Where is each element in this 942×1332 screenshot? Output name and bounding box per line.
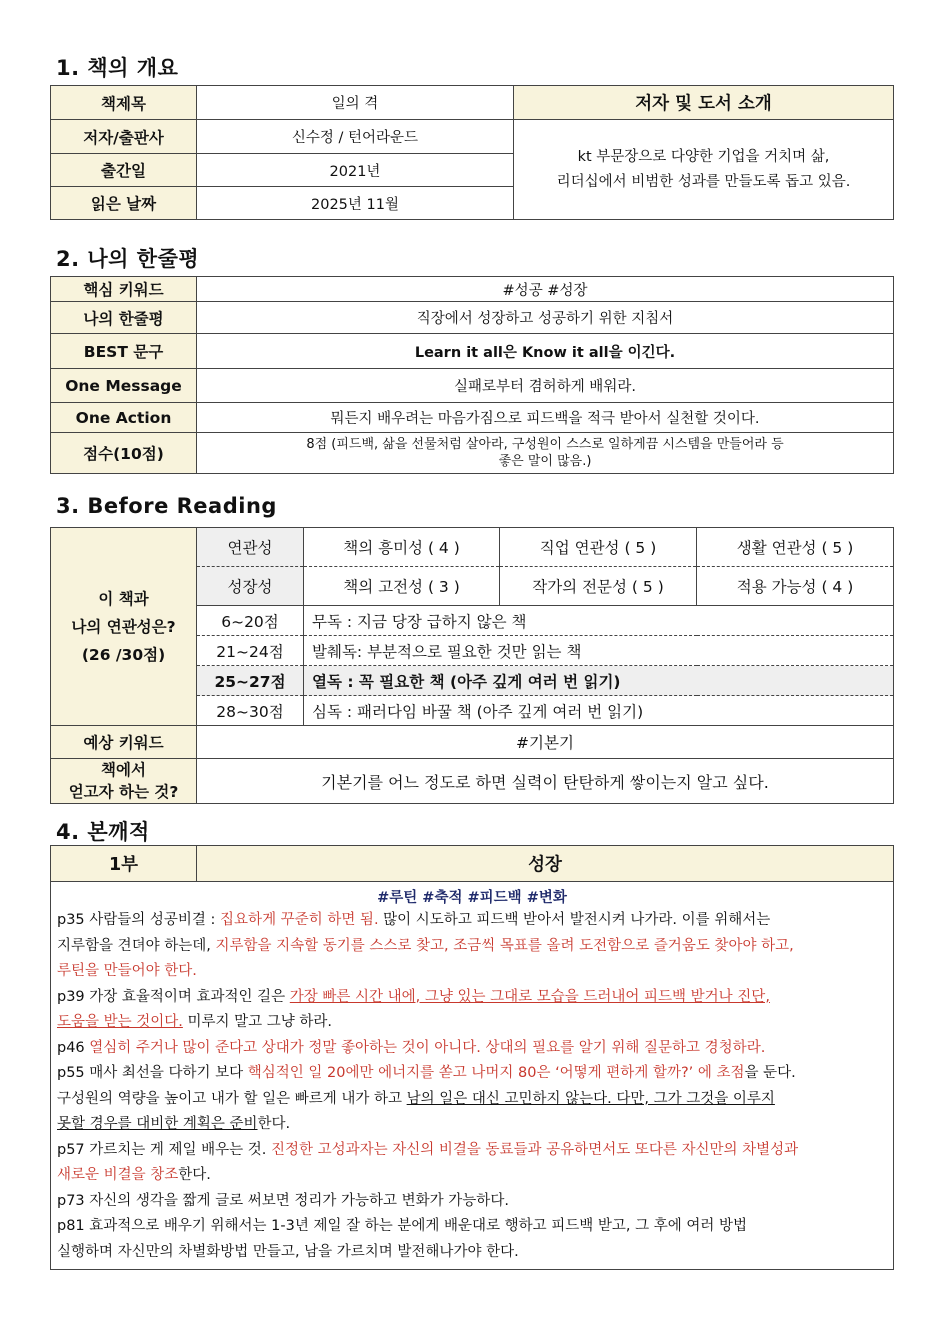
note-highlight: 진정한 고성과자는 자신의 비결을 동료들과 공유하면서도 또다른 자신만의 차별성과	[271, 1141, 799, 1158]
level-desc: 심독 : 패러다임 바꿀 책 (아주 깊게 여러 번 읽기)	[304, 696, 894, 726]
note-text: p39 가장 효율적이며 효과적인 길은	[57, 988, 290, 1005]
overview-table	[50, 85, 894, 220]
note-text: 한다.	[178, 1167, 211, 1183]
relevance-label: 연관성	[197, 528, 304, 567]
note-text: 한다.	[257, 1116, 291, 1132]
notes-tags: #루틴 #축적 #피드백 #변화	[377, 890, 567, 906]
intro-line-2: 리더십에서 비범한 성과를 만들도록 돕고 있음.	[556, 173, 851, 190]
title-label: 책제목	[51, 86, 197, 120]
note-text: p35 사람들의 성공비결 :	[57, 912, 221, 928]
note-text: 을 둔다.	[744, 1065, 796, 1081]
note-p46	[57, 1036, 887, 1062]
growth-label: 성장성	[197, 567, 304, 606]
note-highlight: 새로운 비결을 창조	[57, 1167, 179, 1183]
note-text: 많이 시도하고 피드백 받아서 발전시켜 나가라. 이를 위해서는	[378, 912, 771, 928]
note-highlight: 가장 빠른 시간 내에, 그냥 있는 그대로 모습을 드러내어 피드백 받거나 진단,	[289, 988, 770, 1005]
part-title: 성장	[197, 846, 894, 882]
best-label: BEST 문구	[51, 334, 197, 369]
relevance-question	[51, 528, 197, 726]
author-value: 신수정 / 턴어라운드	[197, 120, 514, 154]
gain-label-line-2: 얻고자 하는 것?	[68, 783, 179, 801]
date-label: 출간일	[51, 154, 197, 187]
notes-table	[50, 845, 894, 1270]
best-value: Learn it all은 Know it all을 이긴다.	[197, 334, 894, 369]
note-highlight: 루틴을 만들어야 한다.	[57, 963, 197, 979]
relevance-q-line-3: (26 /30점)	[81, 645, 166, 664]
note-p73: p73 자신의 생각을 짧게 글로 써보면 정리가 가능하고 변화가 가능하다.	[57, 1192, 509, 1209]
expert-score: 작가의 전문성 ( 5 )	[500, 567, 697, 606]
level-range-selected: 25~27점	[197, 666, 304, 696]
gain-label-line-1: 책에서	[101, 761, 146, 779]
message-label: One Message	[51, 369, 197, 403]
job-score: 직업 연관성 ( 5 )	[500, 528, 697, 567]
read-value: 2025년 11월	[197, 187, 514, 220]
note-p39	[57, 985, 887, 1036]
score-line-2: 좋은 말이 많음.)	[498, 454, 592, 469]
note-text: 구성원의 역량을 높이고 내가 할 일은 빠르게 내가 하고	[57, 1090, 407, 1107]
score-label: 점수(10점)	[51, 433, 197, 474]
note-highlight: 도움을 받는 것이다.	[57, 1014, 183, 1030]
note-underline: 남의 일은 대신 고민하지 않는다. 다만, 그가 그것을 이루지	[406, 1090, 775, 1107]
message-value: 실패로부터 겸허하게 배워라.	[197, 369, 894, 403]
note-text: p57 가르치는 게 제일 배우는 것.	[57, 1141, 271, 1158]
note-highlight: 열심히 주거나 많이 준다고 상대가 정말 좋아하는 것이 아니다. 상대의 필요를 알기 위해 질문하고 경청하라.	[89, 1039, 766, 1056]
note-highlight: 지루함을 지속할 동기를 스스로 찾고, 조금씩 목표를 올려 도전함으로 즐거움도 찾아야 하고,	[215, 937, 794, 954]
section-title-review: 2. 나의 한줄평	[56, 247, 200, 271]
before-table	[50, 527, 894, 804]
life-score: 생활 연관성 ( 5 )	[697, 528, 894, 567]
part-label: 1부	[51, 846, 197, 882]
note-highlight: 집요하게 꾸준히 하면 됨.	[220, 912, 379, 928]
note-p35	[57, 908, 887, 985]
gain-label	[51, 759, 197, 804]
one-line-value: 직장에서 성장하고 성공하기 위한 지침서	[197, 302, 894, 334]
author-label: 저자/출판사	[51, 120, 197, 154]
note-p55	[57, 1061, 887, 1138]
level-range: 28~30점	[197, 696, 304, 726]
intro-header: 저자 및 도서 소개	[514, 86, 894, 120]
keyword-label: 핵심 키워드	[51, 277, 197, 302]
intro-line-1: kt 부문장으로 다양한 기업을 거치며 삶,	[577, 148, 830, 165]
one-line-label: 나의 한줄평	[51, 302, 197, 334]
intro-text	[514, 120, 894, 220]
notes-body	[51, 882, 894, 1270]
title-value: 일의 격	[197, 86, 514, 120]
section-title-notes: 4. 본깨적	[56, 820, 150, 844]
score-value	[197, 433, 894, 474]
action-label: One Action	[51, 403, 197, 433]
note-highlight: 핵심적인 일 20에만 에너지를 쏟고 나머지 80은 ‘어떻게 편하게 할까?’ 에 초점	[247, 1065, 745, 1081]
keyword-value: #성공 #성장	[197, 277, 894, 302]
gain-value: 기본기를 어느 정도로 하면 실력이 탄탄하게 쌓이는지 알고 싶다.	[197, 759, 894, 804]
review-table	[50, 276, 894, 474]
interest-score: 책의 흥미성 ( 4 )	[304, 528, 500, 567]
section-title-before: 3. Before Reading	[56, 494, 277, 518]
note-underline: 못할 경우를 대비한 계획은 준비	[57, 1116, 258, 1132]
read-label: 읽은 날짜	[51, 187, 197, 220]
note-p81	[57, 1214, 887, 1265]
note-text: 실행하며 자신만의 차별화방법 만들고, 남을 가르치며 발전해나가야 한다.	[57, 1243, 519, 1260]
action-value: 뭐든지 배우려는 마음가짐으로 피드백을 적극 받아서 실천할 것이다.	[197, 403, 894, 433]
note-text: p81 효과적으로 배우기 위해서는 1-3년 제일 잘 하는 분에게 배운대로 행하고 피드백 받고, 그 후에 여러 방법	[57, 1218, 747, 1234]
classic-score: 책의 고전성 ( 3 )	[304, 567, 500, 606]
apply-score: 적용 가능성 ( 4 )	[697, 567, 894, 606]
level-range: 6~20점	[197, 606, 304, 636]
relevance-q-line-1: 이 책과	[98, 589, 149, 608]
section-title-overview: 1. 책의 개요	[56, 56, 179, 80]
score-line-1: 8점 (피드백, 삶을 선물처럼 살아라, 구성원이 스스로 일하게끔 시스템을 만들어라 등	[306, 437, 784, 452]
note-text: 미루지 말고 그냥 하라.	[182, 1014, 332, 1030]
date-value: 2021년	[197, 154, 514, 187]
level-range: 21~24점	[197, 636, 304, 666]
level-desc: 발췌독: 부분적으로 필요한 것만 읽는 책	[304, 636, 894, 666]
note-p57	[57, 1138, 887, 1189]
level-desc-selected: 열독 : 꼭 필요한 책 (아주 깊게 여러 번 읽기)	[304, 666, 894, 696]
level-desc: 무독 : 지금 당장 급하지 않은 책	[304, 606, 894, 636]
relevance-q-line-2: 나의 연관성은?	[71, 617, 176, 636]
note-text: p55 매사 최선을 다하기 보다	[57, 1065, 248, 1081]
expect-keyword-value: #기본기	[197, 726, 894, 759]
note-text: 지루함을 견뎌야 하는데,	[57, 937, 216, 954]
note-text: p46	[57, 1039, 90, 1056]
expect-keyword-label: 예상 키워드	[51, 726, 197, 759]
